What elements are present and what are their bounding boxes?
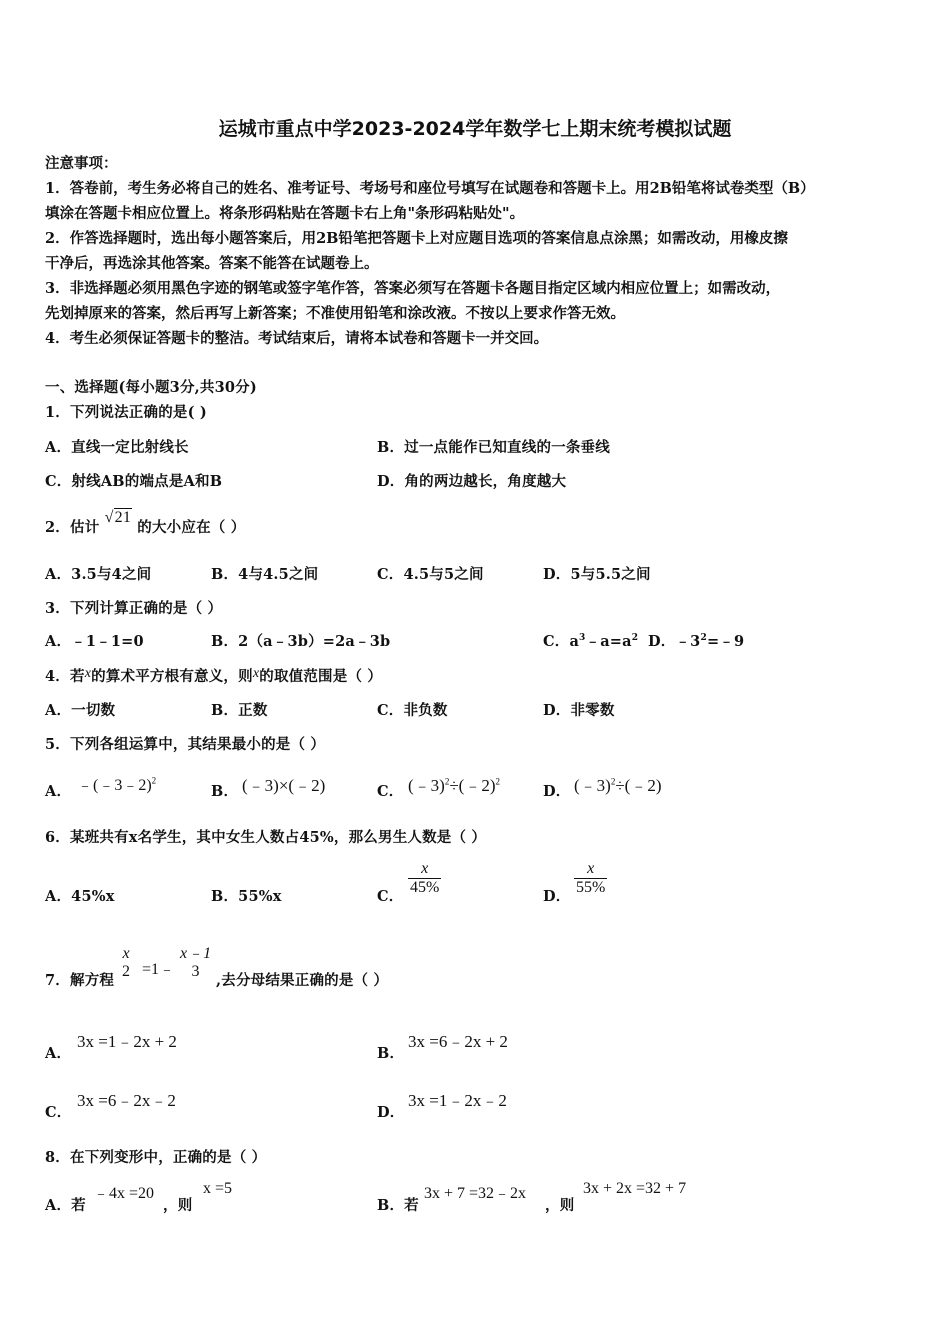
notice-line: 1．答卷前，考生务必将自己的姓名、准考证号、考场号和座位号填写在试题卷和答题卡上。用2B铅笔将试卷类型（B）	[45, 180, 815, 197]
q3-option-a: A．﹣1﹣1=0	[45, 633, 144, 650]
q6-option-b: B．55%x	[211, 888, 282, 905]
q8-option-a-label: A．若	[45, 1197, 86, 1214]
q3-c-exp1: 3	[579, 633, 586, 644]
q6-option-d-label: D．	[543, 888, 571, 905]
q7-fraction-1	[120, 945, 132, 980]
q3-d-exp: 2	[700, 633, 707, 644]
q4-stem	[45, 665, 382, 686]
q4-stem-end: 的取值范围是（ ）	[259, 668, 383, 685]
variable-x: x	[252, 666, 260, 681]
q4-option-c: C．非负数	[377, 702, 448, 719]
page-title: 运城市重点中学2023-2024学年数学七上期末统考模拟试题	[218, 118, 732, 140]
q7-fraction-2	[178, 945, 213, 980]
q4-option-d: D．非零数	[543, 702, 615, 719]
q4-option-a: A．一切数	[45, 702, 116, 719]
denominator: 55%	[576, 878, 606, 896]
notice-line: 干净后，再选涂其他答案。答案不能答在试题卷上。	[45, 255, 379, 272]
q2-option-a: A．3.5与4之间	[45, 566, 152, 583]
q6-option-a: A．45%x	[45, 888, 115, 905]
q1-option-b: B．过一点能作已知直线的一条垂线	[377, 439, 610, 456]
q4-option-b: B．正数	[211, 702, 268, 719]
notice-heading: 注意事项：	[45, 155, 118, 172]
q2-stem-start: 2．估计	[45, 519, 100, 536]
exponent: 2	[444, 776, 450, 787]
q2-stem	[45, 509, 246, 537]
expr: (﹣3)	[408, 776, 445, 795]
numerator: x	[122, 945, 130, 962]
q8-option-b-label: B．若	[377, 1197, 419, 1214]
expr: ÷(﹣2)	[615, 776, 662, 795]
q1-stem: 1．下列说法正确的是( )	[45, 404, 207, 421]
expr: ﹣(﹣3﹣2)	[77, 777, 152, 794]
q5-option-a-expr	[77, 772, 156, 795]
exponent: 2	[151, 775, 157, 786]
q1-option-d: D．角的两边越长，角度越大	[377, 473, 567, 490]
q3-option-c	[543, 630, 638, 651]
q3-c-exp2: 2	[631, 633, 639, 644]
q7-option-c-expr: 3x =6﹣2x﹣2	[77, 1091, 176, 1110]
q3-d-rest: =﹣9	[706, 633, 745, 650]
q5-option-a-label: A．	[45, 783, 72, 800]
q6-option-d-fraction	[574, 860, 607, 896]
q2-stem-end: 的大小应在（ ）	[137, 519, 246, 536]
q7-stem-end: ,去分母结果正确的是（ ）	[216, 972, 389, 989]
q7-stem-start: 7．解方程	[45, 972, 115, 989]
exponent: 2	[610, 776, 616, 787]
exponent: 2	[495, 776, 500, 787]
numerator: x	[587, 860, 595, 877]
numerator: x	[421, 860, 429, 877]
radical-sign: √	[104, 509, 114, 526]
q4-stem-mid: 的算术平方根有意义，则	[91, 668, 253, 685]
q5-option-b-expr: (﹣3)×(﹣2)	[242, 776, 326, 795]
expr: ÷(﹣2)	[449, 776, 496, 795]
q5-option-c-expr	[408, 771, 500, 796]
notice-line: 先划掉原来的答案，然后再写上新答案；不准使用铅笔和涂改液。不按以上要求作答无效。	[45, 305, 625, 322]
q8-stem: 8．在下列变形中，正确的是（ ）	[45, 1149, 267, 1166]
section-heading: 一、选择题(每小题3分,共30分)	[45, 379, 257, 396]
notice-line: 4．考生必须保证答题卡的整洁。考试结束后，请将本试卷和答题卡一并交回。	[45, 330, 549, 347]
sqrt-21	[105, 509, 132, 527]
q7-option-a-expr: 3x =1﹣2x + 2	[77, 1032, 177, 1051]
q8-option-a-mid: ，则	[163, 1197, 193, 1214]
q3-stem: 3．下列计算正确的是（ ）	[45, 600, 223, 617]
variable-x: x	[84, 666, 92, 681]
q4-stem-start: 4．若	[45, 668, 85, 685]
denominator: 2	[122, 962, 130, 980]
q7-option-b-expr: 3x =6﹣2x + 2	[408, 1032, 508, 1051]
q8-option-b-mid: ，则	[545, 1197, 575, 1214]
q7-option-c-label: C．	[45, 1104, 72, 1121]
q8-option-a-expr2: x =5	[203, 1180, 233, 1197]
expr: (﹣3)	[574, 776, 611, 795]
q7-option-d-label: D．	[377, 1104, 405, 1121]
q7-option-b-label: B．	[377, 1045, 405, 1062]
q6-stem: 6．某班共有x名学生，其中女生人数占45%，那么男生人数是（ ）	[45, 829, 487, 846]
q7-option-a-label: A．	[45, 1045, 72, 1062]
denominator: 45%	[410, 878, 440, 896]
q3-option-d	[648, 630, 744, 651]
q2-option-c: C．4.5与5之间	[377, 566, 484, 583]
q1-option-a: A．直线一定比射线长	[45, 439, 189, 456]
denominator: 3	[191, 962, 200, 980]
q2-option-d: D．5与5.5之间	[543, 566, 651, 583]
notice-line: 2．作答选择题时，选出每小题答案后，用2B铅笔把答题卡上对应题目选项的答案信息点涂黑；如需改动，用橡皮擦	[45, 230, 788, 247]
q5-stem: 5．下列各组运算中，其结果最小的是（ ）	[45, 736, 326, 753]
q8-option-b-expr1: 3x + 7 =32﹣2x	[424, 1185, 527, 1202]
q6-option-c-label: C．	[377, 888, 404, 905]
q5-option-c-label: C．	[377, 783, 404, 800]
q5-option-d-label: D．	[543, 783, 571, 800]
radicand: 21	[114, 509, 132, 526]
q1-option-c: C．射线AB的端点是A和B	[45, 473, 223, 490]
q5-option-b-label: B．	[211, 783, 239, 800]
q3-option-b: B．2（a﹣3b）=2a﹣3b	[211, 633, 391, 650]
notice-line: 3．非选择题必须用黑色字迹的钢笔或签字笔作答，答案必须写在答题卡各题目指定区域内相应位置上；如需改动，	[45, 280, 781, 297]
q8-option-a-expr1: ﹣4x =20	[93, 1185, 155, 1202]
q7-equals: =1﹣	[142, 961, 176, 978]
q8-option-b-expr2: 3x + 2x =32 + 7	[583, 1180, 687, 1197]
q2-option-b: B．4与4.5之间	[211, 566, 319, 583]
q7-option-d-expr: 3x =1﹣2x﹣2	[408, 1091, 507, 1110]
q3-d-base: D．﹣3	[648, 633, 701, 650]
q3-c-base: C．a	[543, 633, 580, 650]
q3-c-mid: ﹣a=a	[585, 633, 632, 650]
notice-line: 填涂在答题卡相应位置上。将条形码粘贴在答题卡右上角"条形码粘贴处"。	[45, 205, 525, 222]
q6-option-c-fraction	[408, 860, 441, 896]
numerator: x﹣1	[180, 945, 212, 962]
q5-option-d-expr	[574, 771, 661, 796]
